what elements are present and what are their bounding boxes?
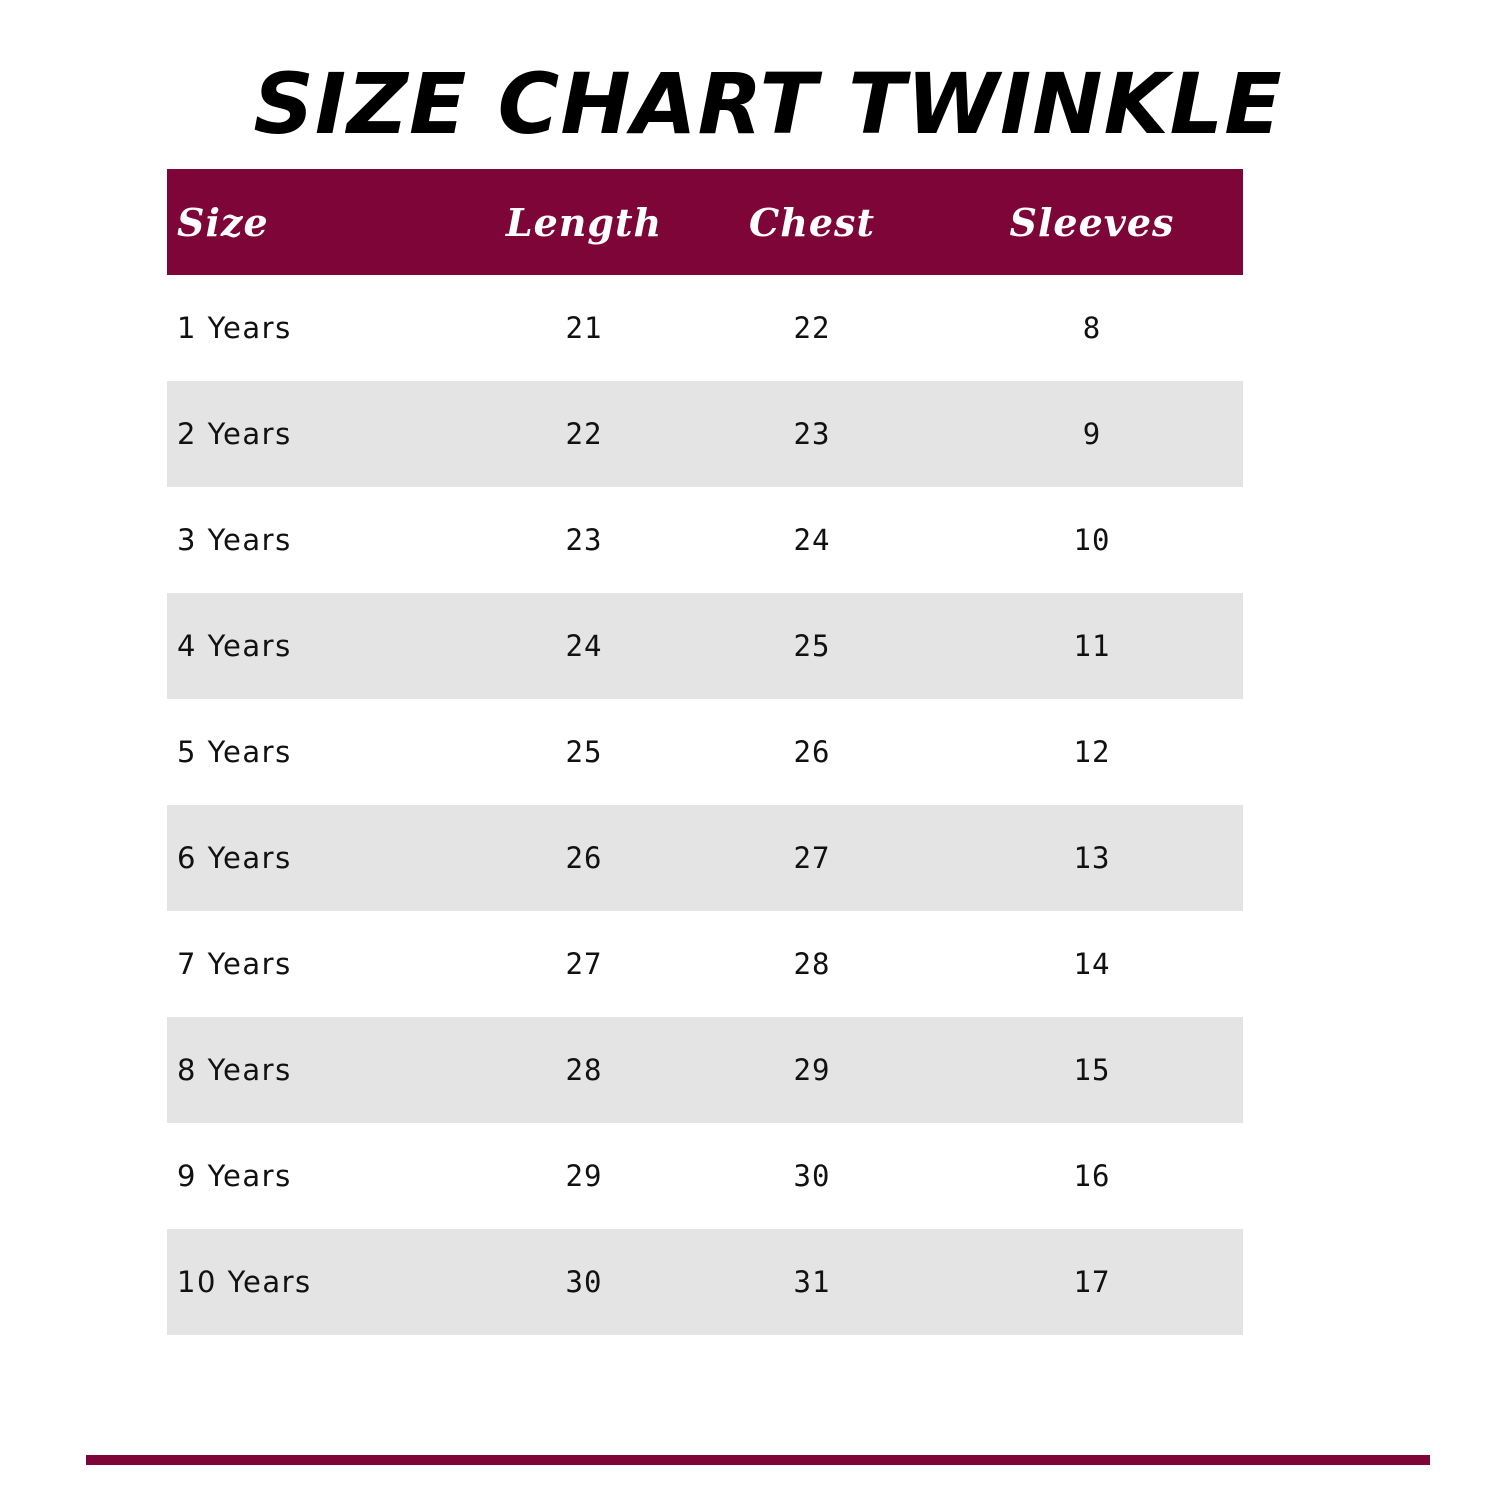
- cell-length: 24: [565, 629, 603, 663]
- cell-chest: 31: [793, 1265, 831, 1299]
- cell-size: 9 Years: [177, 1159, 292, 1193]
- cell-chest: 22: [793, 311, 831, 345]
- table-row: [167, 1017, 1243, 1123]
- cell-size: 10 Years: [177, 1265, 312, 1299]
- header-sleeves: Sleeves: [1009, 199, 1175, 245]
- cell-sleeves: 9: [1082, 417, 1102, 451]
- cell-length: 23: [565, 523, 603, 557]
- cell-sleeves: 8: [1082, 311, 1102, 345]
- header-chest: Chest: [749, 199, 875, 245]
- cell-chest: 24: [793, 523, 831, 557]
- cell-sleeves: 14: [1073, 947, 1111, 981]
- cell-length: 22: [565, 417, 603, 451]
- cell-sleeves: 17: [1073, 1265, 1111, 1299]
- cell-chest: 23: [793, 417, 831, 451]
- cell-sleeves: 12: [1073, 735, 1111, 769]
- cell-size: 3 Years: [177, 523, 292, 557]
- table-header-row: [167, 169, 1243, 275]
- table-row: [167, 805, 1243, 911]
- table-row: [167, 1229, 1243, 1335]
- table-row: [167, 1123, 1243, 1229]
- cell-length: 28: [565, 1053, 603, 1087]
- cell-length: 25: [565, 735, 603, 769]
- cell-length: 27: [565, 947, 603, 981]
- header-length: Length: [505, 199, 663, 245]
- page-title: SIZE CHART TWINKLE: [253, 55, 1283, 153]
- table-row: [167, 275, 1243, 381]
- table-row: [167, 911, 1243, 1017]
- table-row: [167, 381, 1243, 487]
- cell-sleeves: 15: [1073, 1053, 1111, 1087]
- cell-size: 4 Years: [177, 629, 292, 663]
- cell-size: 7 Years: [177, 947, 292, 981]
- cell-chest: 29: [793, 1053, 831, 1087]
- cell-chest: 28: [793, 947, 831, 981]
- cell-sleeves: 16: [1073, 1159, 1111, 1193]
- table-row: [167, 699, 1243, 805]
- cell-size: 2 Years: [177, 417, 292, 451]
- size-chart-table: [167, 169, 1243, 1335]
- cell-length: 29: [565, 1159, 603, 1193]
- footer-divider: [86, 1455, 1430, 1465]
- table-row: [167, 593, 1243, 699]
- cell-length: 21: [565, 311, 603, 345]
- cell-size: 6 Years: [177, 841, 292, 875]
- cell-length: 26: [565, 841, 603, 875]
- cell-chest: 30: [793, 1159, 831, 1193]
- cell-sleeves: 11: [1073, 629, 1111, 663]
- cell-sleeves: 10: [1073, 523, 1111, 557]
- cell-sleeves: 13: [1073, 841, 1111, 875]
- cell-size: 8 Years: [177, 1053, 292, 1087]
- cell-chest: 25: [793, 629, 831, 663]
- cell-length: 30: [565, 1265, 603, 1299]
- cell-chest: 27: [793, 841, 831, 875]
- header-size: Size: [177, 199, 269, 245]
- cell-size: 5 Years: [177, 735, 292, 769]
- cell-size: 1 Years: [177, 311, 292, 345]
- cell-chest: 26: [793, 735, 831, 769]
- table-row: [167, 487, 1243, 593]
